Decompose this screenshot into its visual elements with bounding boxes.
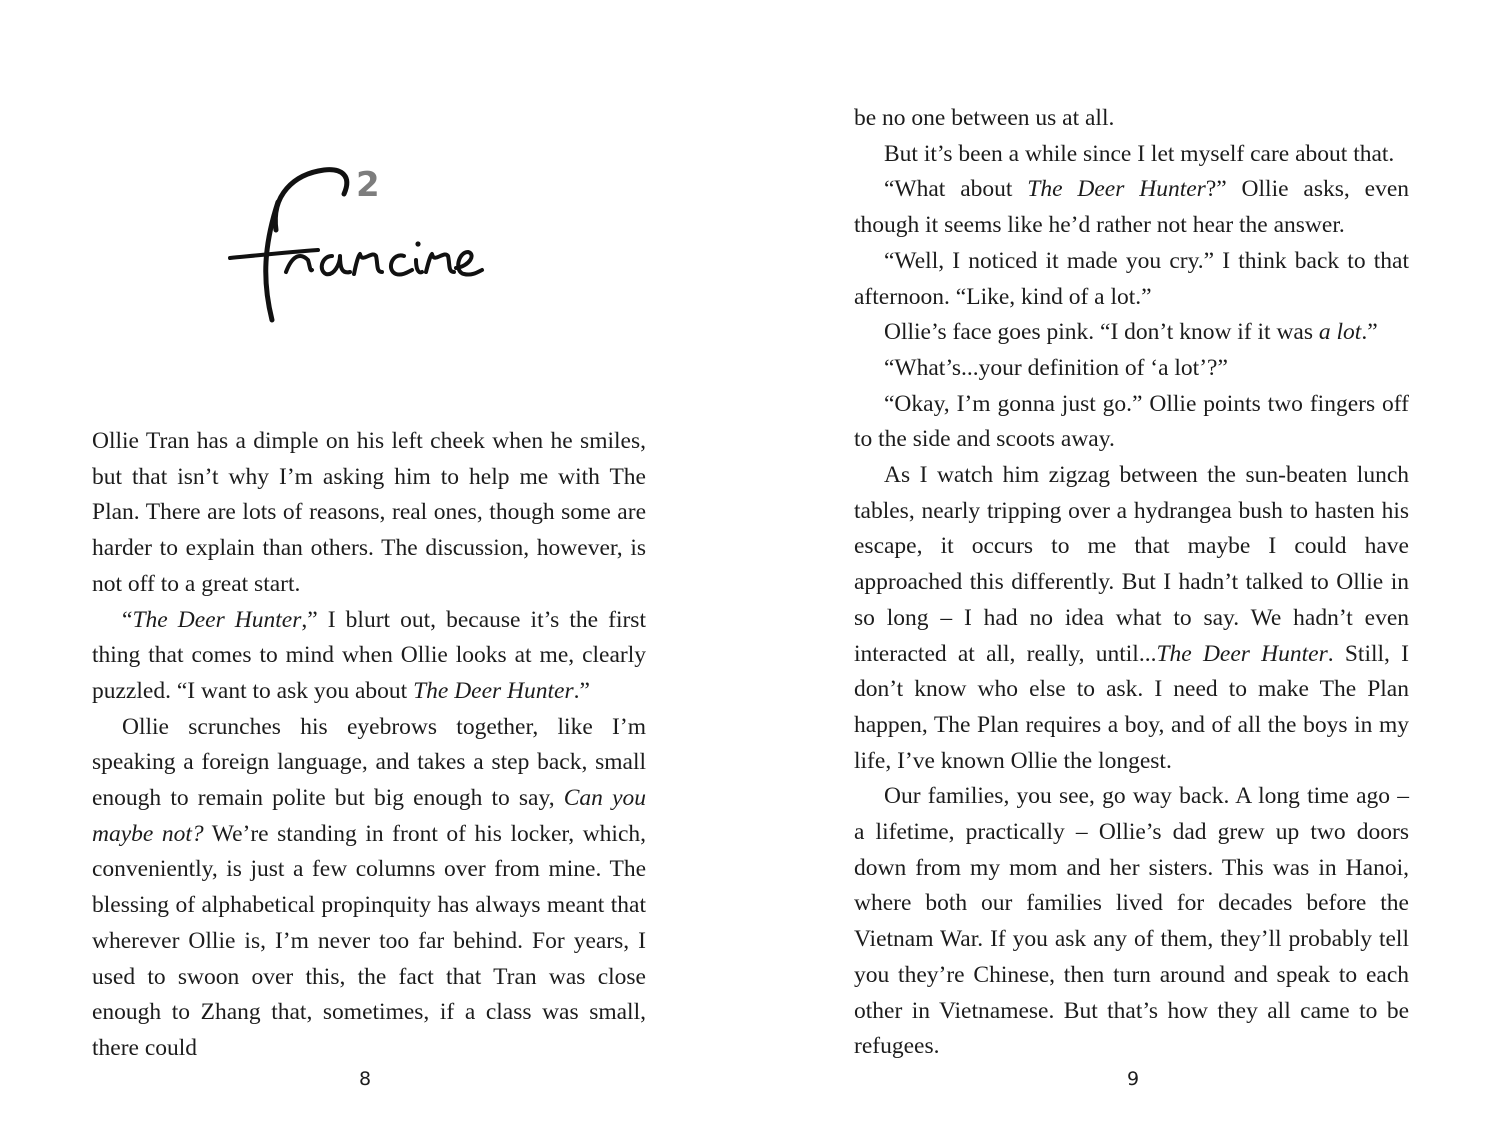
page-number-right: 9 xyxy=(1127,1068,1140,1090)
chapter-number: 2 xyxy=(356,165,380,205)
right-page xyxy=(750,0,1500,1143)
paragraph xyxy=(92,424,646,603)
text-run: But it’s been a while since I let myself care about that. xyxy=(884,140,1395,167)
text-run: .” xyxy=(573,677,590,704)
paragraph xyxy=(854,244,1409,315)
text-run: We’re standing in front of his locker, which, conveniently, is just a few columns over from mine. The blessing of alphabetical propinquity has always meant that wherever Ollie is, I’m never too far behind. For years, I used to swoon over this, the fact that Tran was close enough to Zhang that, sometimes, if a class was small, there could xyxy=(92,820,646,1061)
paragraph xyxy=(92,710,646,1067)
italic-text: The Deer Hunter xyxy=(1156,640,1328,667)
text-run: be no one between us at all. xyxy=(854,105,1115,131)
italic-text: The Deer Hunter xyxy=(413,677,574,704)
text-run: “What about xyxy=(884,176,1028,203)
italic-text: The Deer Hunter xyxy=(132,606,302,633)
paragraph xyxy=(854,315,1409,351)
text-run: Ollie Tran has a dimple on his left cheek when he smiles, but that isn’t why I’m asking him to help me with The Plan. There are lots of reasons, real ones, though some are harder to explain than others. The discussion, however, is not off to a great start. xyxy=(92,428,646,597)
text-run: .” xyxy=(1361,319,1378,346)
italic-text: a lot xyxy=(1318,319,1362,346)
page-number-left: 8 xyxy=(359,1068,372,1090)
right-page-text xyxy=(854,101,1409,1065)
text-run: Ollie’s face goes pink. “I don’t know if it was xyxy=(884,319,1319,346)
text-run: . Still, I don’t know who else to ask. I need to make The Plan happen, The Plan requires a boy, and of all the boys in my life, I’ve known Ollie the longest. xyxy=(854,640,1409,774)
text-run: As I watch him zigzag between the sun-beaten lunch tables, nearly tripping over a hydrangea bush to hasten his escape, it occurs to me that maybe I could have approached this differently. But I hadn’t talked to Ollie in so long – I had no idea what to say. We hadn’t even interacted at all, really, until... xyxy=(854,462,1409,667)
paragraph xyxy=(854,172,1409,243)
paragraph xyxy=(854,101,1409,137)
text-run: Our families, you see, go way back. A long time ago – a lifetime, practically – Ollie’s dad grew up two doors down from my mom and her sisters. This was in Hanoi, where both our families lived for decades before the Vietnam War. If you ask any of them, they’ll probably tell you they’re Chinese, then turn around and speak to each other in Vietnamese. But that’s how they all came to be refugees. xyxy=(854,783,1409,1060)
paragraph xyxy=(854,779,1409,1065)
italic-text: Can you maybe not? xyxy=(92,785,647,847)
text-run: “Well, I noticed it made you cry.” I think back to that afternoon. “Like, kind of a lot.” xyxy=(854,247,1409,310)
text-run: Ollie scrunches his eyebrows together, like I’m speaking a foreign language, and takes a step back, small enough to remain polite but big enough to say, xyxy=(92,713,646,812)
text-run: ?” Ollie asks, even though it seems like he’d rather not hear the answer. xyxy=(854,176,1409,239)
paragraph xyxy=(854,458,1409,779)
italic-text: The Deer Hunter xyxy=(1027,176,1206,203)
text-run: ,” I blurt out, because it’s the first thing that comes to mind when Ollie looks at me, clearly puzzled. “I want to ask you about xyxy=(92,606,646,704)
paragraph xyxy=(854,351,1409,387)
paragraph xyxy=(92,603,646,710)
text-run: “Okay, I’m gonna just go.” Ollie points two fingers off to the side and scoots away. xyxy=(854,390,1409,453)
chapter-title xyxy=(226,160,488,328)
text-run: “What’s...your definition of ‘a lot’?” xyxy=(884,354,1228,381)
left-page-text xyxy=(92,424,646,1067)
paragraph xyxy=(854,387,1409,458)
text-run: “ xyxy=(122,606,133,633)
paragraph xyxy=(854,137,1409,173)
